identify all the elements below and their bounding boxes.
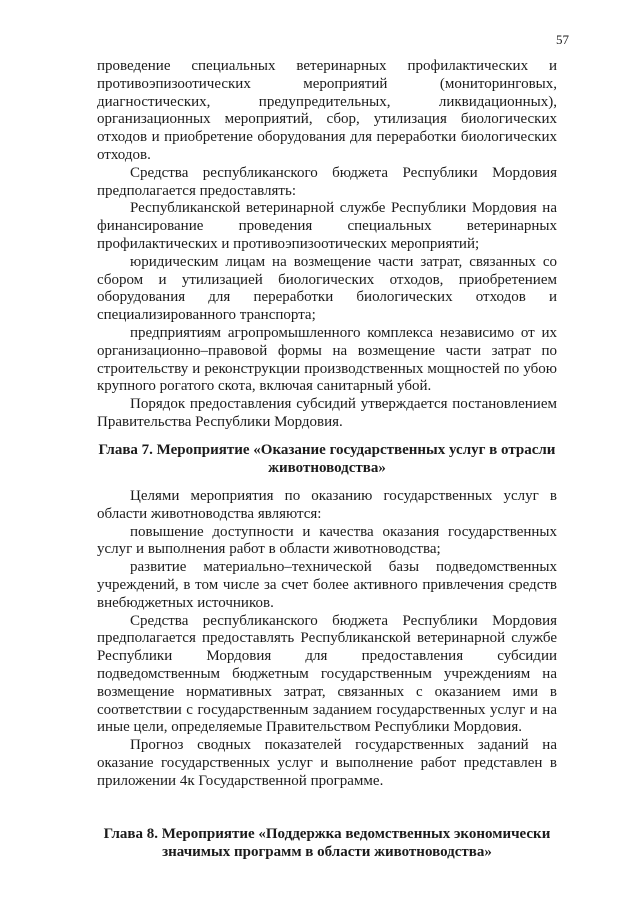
paragraph: Средства республиканского бюджета Республики Мордовия предполагается предоставлять Республиканской ветеринарной службе Республики Мордовия для предоставления субсидии подведомственным бюджетным государственным учреждениям на возмещение нормативных затрат, связанных с оказанием ими в соответствии с государственным заданием государственных услуг и на иные цели, определяемые Правительством Республики Мордовия. [97,612,557,736]
chapter-7-body [97,488,557,791]
section-1-body [97,58,557,432]
paragraph: Порядок предоставления субсидий утверждается постановлением Правительства Республики Мордовия. [97,396,557,430]
paragraph: Прогноз сводных показателей государственных заданий на оказание государственных услуг и выполнение работ представлен в приложении 4к Государственной программе. [97,737,557,789]
chapter-8-heading: Глава 8. Мероприятие «Поддержка ведомственных экономически значимых программ в области животноводства» [103,826,551,860]
paragraph: Республиканской ветеринарной службе Республики Мордовия на финансирование проведения специальных ветеринарных профилактических и противоэпизоотических мероприятий; [97,200,557,252]
paragraph: развитие материально–технической базы подведомственных учреждений, в том числе за счет более активного привлечения средств внебюджетных источников. [97,559,557,611]
page-number: 57 [556,32,569,47]
paragraph: предприятиям агропромышленного комплекса независимо от их организационно–правовой формы на возмещение части затрат по строительству и реконструкции производственных мощностей по убою крупного рогатого скота, включая санитарный убой. [97,324,557,395]
paragraph: проведение специальных ветеринарных профилактических и противоэпизоотических мероприятий (мониторинговых, диагностических, предупредительных, ликвидационных), организационных мероприятий, сбор, утилизация биологических отходов и приобретение оборудования для переработки биологических отходов. [97,58,557,163]
paragraph: повышение доступности и качества оказания государственных услуг и выполнения работ в области животноводства; [97,523,557,558]
chapter-7-heading: Глава 7. Мероприятие «Оказание государственных услуг в отрасли животноводства» [98,442,556,476]
paragraph: Средства республиканского бюджета Республики Мордовия предполагается предоставлять: [97,164,557,199]
paragraph: Целями мероприятия по оказанию государственных услуг в области животноводства являются: [97,488,557,522]
paragraph: юридическим лицам на возмещение части затрат, связанных со сбором и утилизацией биологических отходов, приобретением оборудования для переработки биологических отходов и специализированного транспорта; [97,253,557,324]
